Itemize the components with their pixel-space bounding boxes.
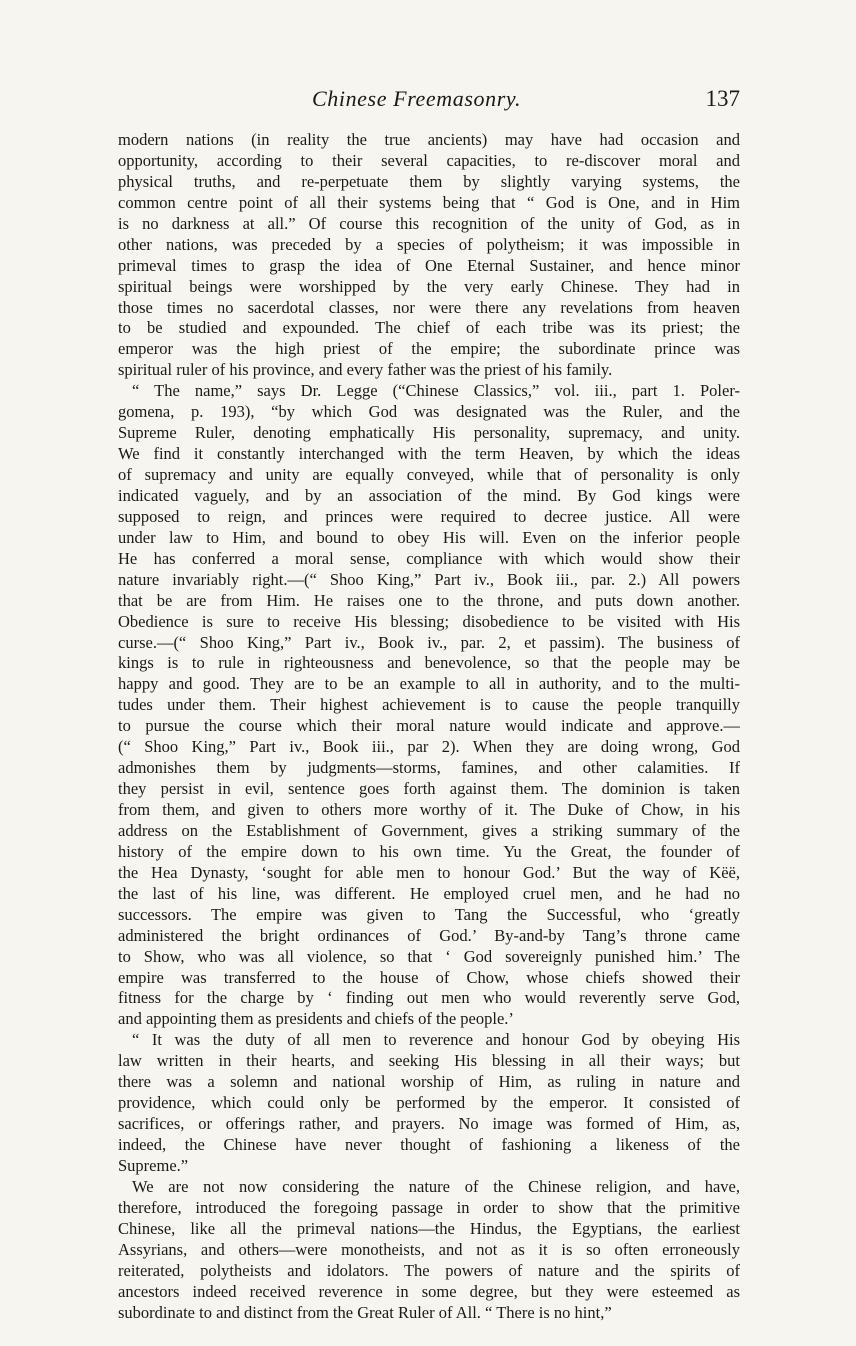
body-text [118,130,740,1323]
text-line: there was a solemn and national worship of Him, as ruling in nature and [118,1072,740,1092]
text-line: address on the Establishment of Government, gives a striking summary of the [118,820,740,840]
text-line: admonishes them by judgments—storms, famines, and other calamities. If [118,758,740,778]
text-line: therefore, introduced the foregoing passage in order to show that the primitive [118,1197,740,1217]
text-line: common centre point of all their systems being that “ God is One, and in Him [118,192,740,212]
text-line: We find it constantly interchanged with the term Heaven, by which the ideas [118,444,740,464]
text-line: and appointing them as presidents and chiefs of the people.’ [118,1009,514,1029]
text-line: supposed to reign, and princes were required to decree justice. All were [118,506,740,526]
text-line: ancestors indeed received reverence in some degree, but they were esteemed as [118,1281,740,1301]
paragraph [118,381,740,1030]
text-line: happy and good. They are to be an example to all in authority, and to the multi- [118,674,740,694]
text-line: successors. The empire was given to Tang the Successful, who ‘greatly [118,904,740,924]
paragraph [118,1177,740,1324]
text-line: (“ Shoo King,” Part iv., Book iii., par 2). When they are doing wrong, God [118,737,740,757]
text-line: other nations, was preceded by a species of polytheism; it was impossible in [118,234,740,254]
text-line: opportunity, according to their several capacities, to re-discover moral and [118,150,740,170]
text-line: emperor was the high priest of the empire; the subordinate prince was [118,339,740,359]
text-line: under law to Him, and bound to obey His will. Even on the inferior people [118,527,740,547]
text-line: physical truths, and re-perpetuate them by slightly varying systems, the [118,171,740,191]
paragraph [118,130,740,381]
text-line: sacrifices, or offerings rather, and prayers. No image was formed of Him, as, [118,1114,740,1134]
text-line: Supreme Ruler, denoting emphatically His personality, supremacy, and unity. [118,423,740,443]
text-line: subordinate to and distinct from the Great Ruler of All. “ There is no hint,” [118,1302,612,1322]
text-line: curse.—(“ Shoo King,” Part iv., Book iv., par. 2, et passim). The business of [118,632,740,652]
text-line: that be are from Him. He raises one to the throne, and puts down another. [118,590,740,610]
text-line: spiritual beings were worshipped by the very early Chinese. They had in [118,276,740,296]
text-line: reiterated, polytheists and idolators. The powers of nature and the spirits of [118,1260,740,1280]
text-line: the Hea Dynasty, ‘sought for able men to honour God.’ But the way of Këë, [118,862,740,882]
text-line: modern nations (in reality the true ancients) may have had occasion and [118,130,740,149]
text-line: He has conferred a moral sense, compliance with which would show their [118,548,740,568]
text-line: Chinese, like all the primeval nations—the Hindus, the Egyptians, the earliest [118,1218,740,1238]
text-line: those times no sacerdotal classes, nor were there any revelations from heaven [118,297,740,317]
text-line: kings is to rule in righteousness and benevolence, so that the people may be [118,653,740,673]
text-line: indeed, the Chinese have never thought of fashioning a likeness of the [118,1135,740,1154]
text-line: empire was transferred to the house of Chow, whose chiefs showed their [118,967,740,987]
text-line: from them, and given to others more worthy of it. The Duke of Chow, in his [118,800,740,819]
text-line: Supreme.” [118,1155,189,1175]
text-line: of supremacy and unity are equally conveyed, while that of personality is only [118,465,740,484]
text-line: providence, which could only be performed by the emperor. It consisted of [118,1093,740,1113]
text-line: history of the empire down to his own time. Yu the Great, the founder of [118,841,740,861]
text-line: tudes under them. Their highest achievement is to cause the people tranquilly [118,695,740,715]
text-line: Assyrians, and others—were monotheists, and not as it is so often erroneously [118,1239,740,1259]
text-line: Obedience is sure to receive His blessing; disobedience to be visited with His [118,611,740,631]
text-line: administered the bright ordinances of God.’ By-and-by Tang’s throne came [118,925,740,945]
text-line: the last of his line, was different. He employed cruel men, and he had no [118,883,740,903]
text-line: to Show, who was all violence, so that ‘ God sovereignly punished him.’ The [118,946,740,966]
page-number: 137 [705,86,740,111]
text-line: “ It was the duty of all men to reverence and honour God by obeying His [132,1030,740,1050]
text-line: primeval times to grasp the idea of One Eternal Sustainer, and hence minor [118,255,740,275]
text-line: law written in their hearts, and seeking His blessing in all their ways; but [118,1051,740,1071]
running-title: Chinese Freemasonry. [312,86,522,111]
text-line: “ The name,” says Dr. Legge (“Chinese Classics,” vol. iii., part 1. Poler- [132,381,740,401]
text-line: to pursue the course which their moral nature would indicate and approve.— [118,716,740,736]
paragraph [118,1030,740,1177]
text-line: We are not now considering the nature of the Chinese religion, and have, [132,1176,740,1196]
running-head [118,84,740,120]
text-line: spiritual ruler of his province, and every father was the priest of his family. [118,360,613,380]
text-line: is no darkness at all.” Of course this recognition of the unity of God, as in [118,213,740,233]
text-line: gomena, p. 193), “by which God was designated was the Ruler, and the [118,402,740,422]
text-line: they persist in evil, sentence goes forth against them. The dominion is taken [118,779,740,799]
text-line: fitness for the charge by ‘ finding out men who would reverently serve God, [118,988,740,1008]
text-line: to be studied and expounded. The chief of each tribe was its priest; the [118,318,740,338]
text-line: indicated vaguely, and by an association of the mind. By God kings were [118,485,740,505]
text-line: nature invariably right.—(“ Shoo King,” Part iv., Book iii., par. 2.) All powers [118,569,740,589]
